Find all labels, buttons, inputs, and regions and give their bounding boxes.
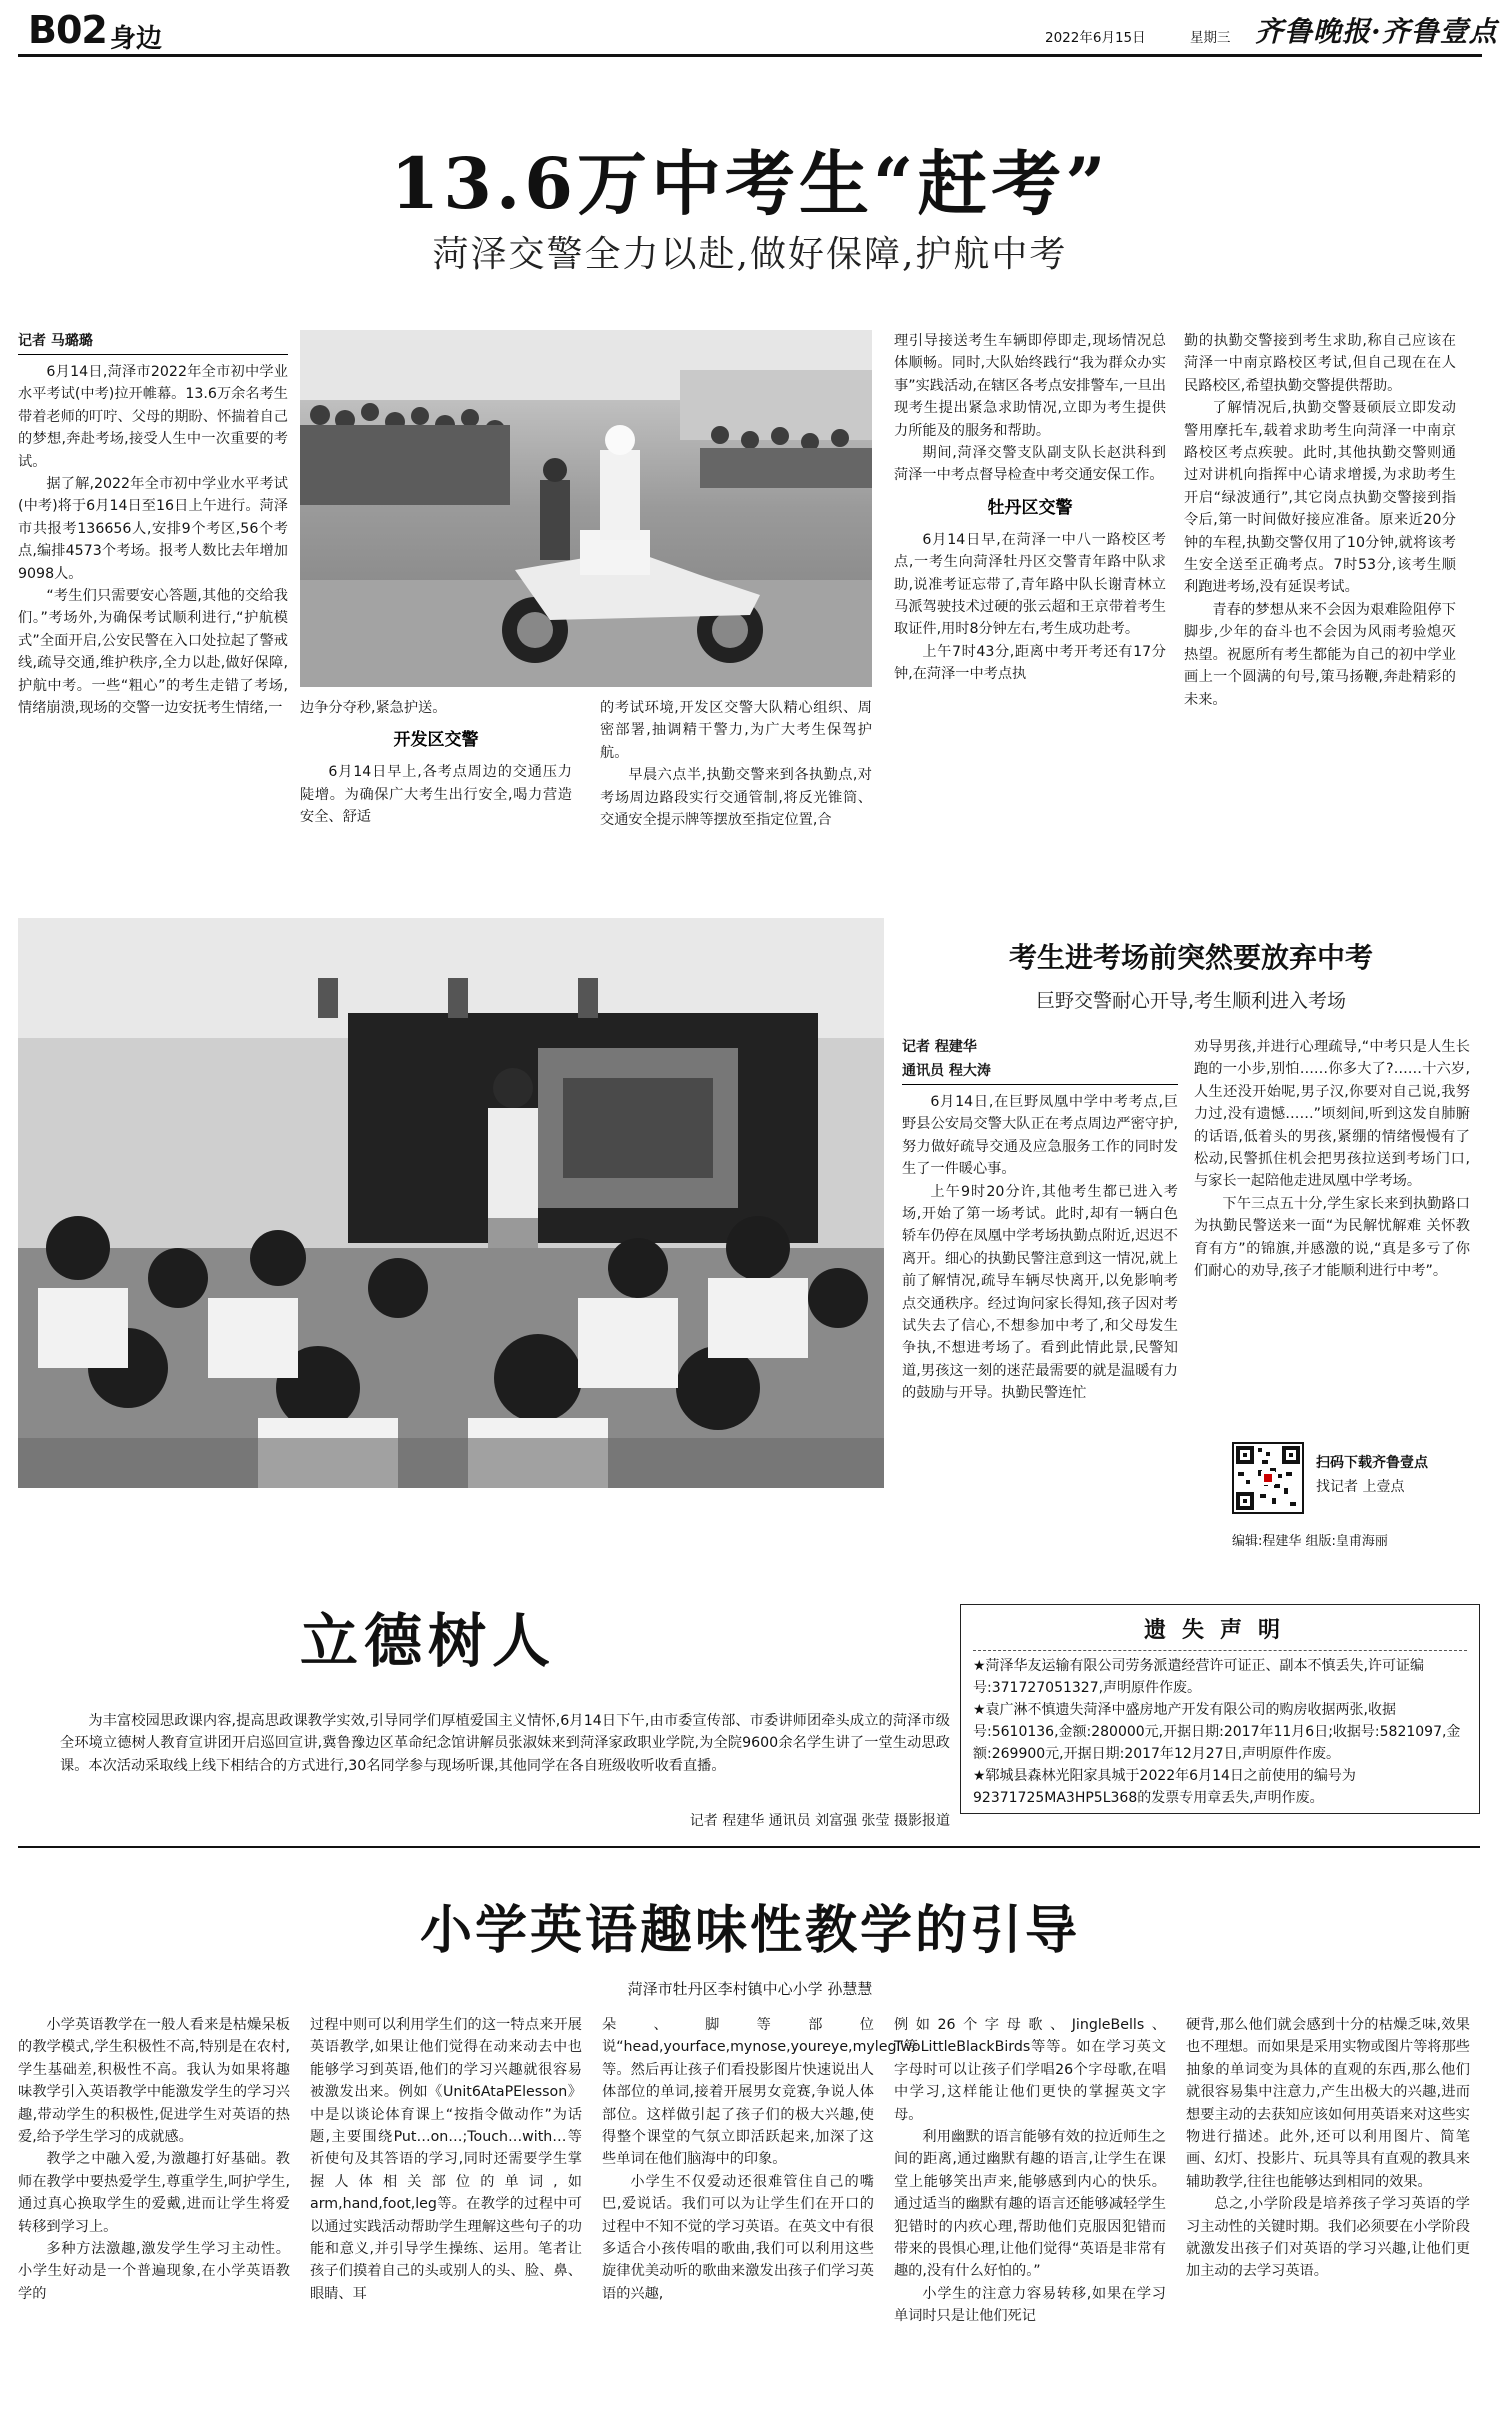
article1-paragraph: 理引导接送考生车辆即停即走,现场情况总体顺畅。同时,大队始终践行“我为群众办实事”实践活动,在辖区各考点安排警车,一旦出现考生提出紧急求助情况,立即为考生提供力所能及的服务和帮助。 bbox=[894, 333, 1166, 439]
article3-headline: 立德树人 bbox=[300, 1607, 557, 1675]
page-number: B02 bbox=[28, 8, 107, 52]
article4-paragraph: 例如26个字母歌、JingleBells、TwoLittleBlackBirds等等。如在学习英文字母时可以让孩子们学唱26个字母歌,在唱中学习,这样能让他们更快的掌握英文字母。 bbox=[894, 2017, 1166, 2123]
article1-paragraph: 6月14日早上,各考点周边的交通压力陡增。为确保广大考生出行安全,喝力营造安全、舒适 bbox=[300, 764, 572, 826]
issue-weekday: 星期三 bbox=[1190, 30, 1231, 46]
newspaper-logo: 齐鲁晚报·齐鲁壹点 bbox=[1255, 15, 1498, 48]
article4-paragraph: 朵、脚等部位说“head,yourface,mynose,youreye,myleg”等等。然后再让孩子们看投影图片快速说出人体部位的单词,接着开展男女竞赛,争说人体部位。这样做引起了孩子们的极大兴趣,使得整个课堂的气氛立即活跃起来,加深了这些单词在他们脑海中的印象。 bbox=[602, 2017, 918, 2168]
article2-byline-correspondent: 通讯员 程大涛 bbox=[902, 1060, 1178, 1085]
article1-paragraph: 青春的梦想从来不会因为艰难险阻停下脚步,少年的奋斗也不会因为风雨考验熄灭热望。祝愿所有考生都能为自己的初中学业画上一个圆满的句号,策马扬鞭,奔赴精彩的未来。 bbox=[1184, 601, 1456, 708]
article1-subheadline: 菏泽交警全力以赴,做好保障,护航中考 bbox=[432, 234, 1068, 275]
subhead-kaifaqu: 开发区交警 bbox=[393, 730, 479, 751]
article1-column-4 bbox=[894, 330, 1166, 858]
article1-paragraph: 早晨六点半,执勤交警来到各执勤点,对考场周边路段实行交通管制,将反光锥筒、交通安全提示牌等摆放至指定位置,合 bbox=[600, 767, 872, 829]
article4-paragraph: 小学生不仅爱动还很难管住自己的嘴巴,爱说话。我们可以为让学生们在开口的过程中不知不觉的学习英语。在英文中有很多适合小孩传唱的歌曲,我们可以利用这些旋律优美动听的歌曲来激发出孩子们学习英语的兴趣, bbox=[602, 2173, 874, 2302]
subhead-mudanqu: 牡丹区交警 bbox=[987, 497, 1073, 518]
article1-column-2 bbox=[300, 697, 572, 857]
article2-subheadline: 巨野交警耐心开导,考生顺利进入考场 bbox=[1035, 990, 1347, 1012]
issue-date: 2022年6月15日 bbox=[1045, 30, 1146, 46]
notice-item: ★菏泽华友运输有限公司劳务派遣经营许可证正、副本不慎丢失,许可证编号:371727051327,声明原件作废。 bbox=[973, 1658, 1424, 1696]
article2-paragraph: 劝导男孩,并进行心理疏导,“中考只是人生长跑的一小步,别怕……你多大了?……十六岁,人生还没开始呢,男子汉,你要对自己说,我努力过,没有遗憾……”顷刻间,听到这发自肺腑的话语,低着头的男孩,紧绷的情绪慢慢有了松动,民警抓住机会把男孩拉送到考场门口,与家长一起陪他走进凤凰中学考场。 bbox=[1194, 1039, 1470, 1190]
article2-paragraph: 下午三点五十分,学生家长来到执勤路口为执勤民警送来一面“为民解忧解难 关怀教育有方”的锦旗,并感激的说,“真是多亏了你们耐心的劝导,孩子才能顺利进行中考”。 bbox=[1194, 1195, 1470, 1280]
article1-paragraph: 据了解,2022年全市初中学业水平考试(中考)将于6月14日至16日上午进行。菏泽市共报考136656人,安排9个考区,56个考点,编排4573个考场。报考人数比去年增加9098人。 bbox=[18, 476, 288, 582]
article1-column-1 bbox=[18, 330, 288, 717]
article1-byline: 记者 马璐璐 bbox=[18, 330, 288, 355]
article1-paragraph: 6月14日早,在菏泽一中八一路校区考点,一考生向菏泽牡丹区交警青年路中队求助,说准考证忘带了,青年路中队长谢青林立马派驾驶技术过硬的张云超和王京带着考生取证件,用时8分钟左右,考生成功赴考。 bbox=[894, 531, 1166, 638]
article2-column-1 bbox=[902, 1036, 1178, 1600]
article4-paragraph: 教学之中融入爱,为激趣打好基础。教师在教学中要热爱学生,尊重学生,呵护学生,通过真心换取学生的爱戴,进而让学生将爱转移到学习上。 bbox=[18, 2151, 290, 2235]
qr-title: 扫码下载齐鲁壹点 bbox=[1316, 1455, 1428, 1471]
notice-title: 遗失声明 bbox=[1143, 1617, 1296, 1643]
qr-code[interactable] bbox=[1232, 1442, 1304, 1514]
article1-paragraph: 边争分夺秒,紧急护送。 bbox=[300, 700, 447, 716]
article2-byline-reporter: 记者 程建华 bbox=[902, 1039, 977, 1055]
notice-body bbox=[973, 1655, 1467, 1809]
article1-photo bbox=[300, 330, 872, 687]
notice-item: ★袁广淋不慎遗失菏泽中盛房地产开发有限公司的购房收据两张,收据号:5610136,金额:280000元,开据日期:2017年11月6日;收据号:5821097,金额:269900元,开据日期:2017年12月27日,声明原件作废。 bbox=[973, 1702, 1461, 1762]
qr-subtitle: 找记者 上壹点 bbox=[1316, 1479, 1405, 1495]
article1-headline: 13.6万中考生“赶考” bbox=[390, 142, 1110, 225]
article4-paragraph: 总之,小学阶段是培养孩子学习英语的学习主动性的关键时期。我们必须要在小学阶段就激发出孩子们对英语的学习兴趣,让他们更加主动的去学习英语。 bbox=[1186, 2196, 1470, 2280]
editor-credit: 编辑:程建华 组版:皇甫海丽 bbox=[1232, 1534, 1388, 1549]
notice-item: ★郓城县森林光阳家具城于2022年6月14日之前使用的编号为92371725MA3HP5L368的发票专用章丢失,声明作废。 bbox=[973, 1768, 1356, 1806]
article4-column-5 bbox=[1186, 2014, 1470, 2406]
section-divider bbox=[18, 1846, 1480, 1848]
article1-paragraph: 期间,菏泽交警支队副支队长赵洪科到菏泽一中考点督导检查中考交通安保工作。 bbox=[894, 445, 1166, 484]
header-rule bbox=[18, 54, 1482, 57]
article1-paragraph: 了解情况后,执勤交警聂硕辰立即发动警用摩托车,载着求助考生向菏泽一中南京路校区考点疾驶。此时,其他执勤交警则通过对讲机向指挥中心请求增援,为求助考生开启“绿波通行”,其它岗点执勤交警接到指令后,第一时间做好接应准备。原来近20分钟的车程,执勤交警仅用了10分钟,就将该考生安全送至正确考点。7时53分,该考生顺利跑进考场,没有延误考试。 bbox=[1184, 400, 1456, 596]
article1-paragraph: 的考试环境,开发区交警大队精心组织、周密部署,抽调精干警力,为广大考生保驾护航。 bbox=[600, 700, 872, 761]
article4-paragraph: 小学生的注意力容易转移,如果在学习单词时只是让他们死记 bbox=[894, 2285, 1166, 2325]
article4-headline: 小学英语趣味性教学的引导 bbox=[419, 1900, 1080, 1961]
article4-column-2 bbox=[310, 2014, 582, 2406]
article2-headline: 考生进考场前突然要放弃中考 bbox=[1008, 941, 1373, 974]
article1-column-5 bbox=[1184, 330, 1456, 858]
article2-paragraph: 6月14日,在巨野凤凰中学中考考点,巨野县公安局交警大队正在考点周边严密守护,努力做好疏导交通及应急服务工作的同时发生了一件暖心事。 bbox=[902, 1094, 1178, 1178]
article4-column-3 bbox=[602, 2014, 918, 2406]
article1-paragraph: 6月14日,菏泽市2022年全市初中学业水平考试(中考)拉开帷幕。13.6万余名考生带着老师的叮咛、父母的期盼、怀揣着自己的梦想,奔赴考场,接受人生中一次重要的考试。 bbox=[18, 364, 288, 470]
notice-divider bbox=[973, 1650, 1467, 1651]
article4-author: 菏泽市牡丹区李村镇中心小学 孙慧慧 bbox=[627, 1980, 873, 1998]
article1-column-3 bbox=[600, 697, 872, 857]
article4-paragraph: 小学英语教学在一般人看来是枯燥呆板的教学模式,学生积极性不高,特别是在农村,学生基础差,积极性不高。我认为如果将趣味教学引入英语教学中能激发学生的学习兴趣,带动学生的积极性,促进学生对英语的热爱,给予学生学习的成就感。 bbox=[18, 2017, 290, 2146]
article1-paragraph: “考生们只需要安心答题,其他的交给我们。”考场外,为确保考试顺利进行,“护航模式”全面开启,公安民警在入口处拉起了警戒线,疏导交通,维护秩序,全力以赴,做好保障,护航中考。一些“粗心”的考生走错了考场,情绪崩溃,现场的交警一边安抚考生情绪,一 bbox=[18, 588, 288, 717]
lost-notice-box bbox=[960, 1604, 1480, 1814]
article1-paragraph: 上午7时43分,距离中考开考还有17分钟,在菏泽一中考点执 bbox=[894, 643, 1166, 683]
article2-column-2 bbox=[1194, 1036, 1470, 1380]
article2-paragraph: 上午9时20分许,其他考生都已进入考场,开始了第一场考试。此时,却有一辆白色轿车仍停在凤凰中学考场执勤点附近,迟迟不离开。细心的执勤民警注意到这一情况,就上前了解情况,疏导车辆尽快离开,以免影响考点交通秩序。经过询问家长得知,孩子因对考试失去了信心,不想参加中考了,和父母发生争执,不想进考场了。看到此情此景,民警知道,男孩这一刻的迷茫最需要的就是温暖有力的鼓励与开导。执勤民警连忙 bbox=[902, 1183, 1178, 1402]
article4-paragraph: 利用幽默的语言能够有效的拉近师生之间的距离,通过幽默有趣的语言,让学生在课堂上能够笑出声来,能够感到内心的快乐。通过适当的幽默有趣的语言还能够减轻学生犯错时的内疚心理,帮助他们克服因犯错而带来的畏惧心理,让他们觉得“英语是非常有趣的,没有什么好怕的。” bbox=[894, 2129, 1166, 2280]
article4-column-4 bbox=[894, 2014, 1166, 2406]
classroom-photo bbox=[18, 918, 884, 1488]
article4-column-1 bbox=[18, 2014, 290, 2406]
article4-paragraph: 多种方法激趣,激发学生学习主动性。小学生好动是一个普遍现象,在小学英语教学的 bbox=[18, 2241, 290, 2302]
article4-paragraph: 过程中则可以利用学生们的这一特点来开展英语教学,如果让他们觉得在动来动去中也能够学习到英语,他们的学习兴趣就很容易被激发出来。例如《Unit6AtaPElesson》中是以谈论体育课上“按指令做动作”为话题,主要围绕Put…on…;Touch…with…等祈使句及其答语的学习,同时还需要学生掌握人体相关部位的单词,如arm,hand,foot,leg等。在教学的过程中可以通过实践活动帮助学生理解这些句子的功能和意义,并引导学生操练、运用。笔者让孩子们摸着自己的头或别人的头、脸、鼻、眼睛、耳 bbox=[310, 2017, 582, 2302]
article3-text: 为丰富校园思政课内容,提高思政课教学实效,引导同学们厚植爱国主义情怀,6月14日下午,由市委宣传部、市委讲师团牵头成立的菏泽市级全环境立德树人教育宣讲团开启巡回宣讲,冀鲁豫边区革命纪念馆讲解员张淑妹来到菏泽家政职业学院,为全院9600余名学生讲了一堂生动思政课。本次活动采取线上线下相结合的方式进行,30名同学参与现场听课,其他同学在各自班级收听收看直播。 bbox=[60, 1713, 950, 1774]
article3-credit: 记者 程建华 通讯员 刘富强 张莹 摄影报道 bbox=[689, 1813, 950, 1829]
article3-body bbox=[60, 1710, 950, 1777]
article4-paragraph: 硬背,那么他们就会感到十分的枯燥乏味,效果也不理想。而如果是采用实物或图片等将那些抽象的单词变为具体的直观的东西,那么他们就很容易集中注意力,产生出极大的兴趣,进而想要主动的去获知应该如何用英语来对这些实物进行描述。此外,还可以利用图片、简笔画、幻灯、投影片、玩具等具有直观的教具来辅助教学,往往也能够达到相同的效果。 bbox=[1186, 2017, 1470, 2190]
section-name: 身边 bbox=[110, 24, 163, 54]
article1-paragraph: 勤的执勤交警接到考生求助,称自己应该在菏泽一中南京路校区考试,但自己现在在人民路校区,希望执勤交警提供帮助。 bbox=[1184, 333, 1456, 394]
